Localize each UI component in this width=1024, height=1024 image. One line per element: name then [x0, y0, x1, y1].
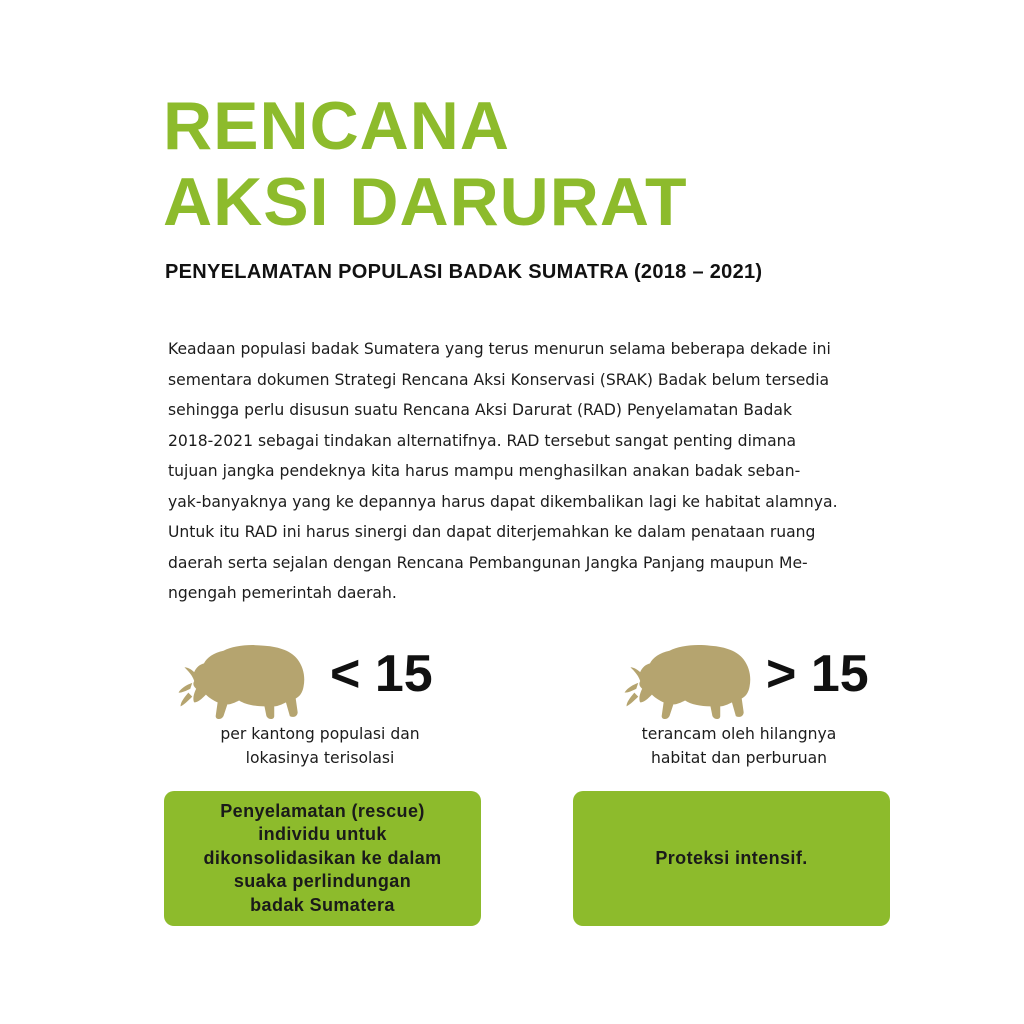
action-line: Penyelamatan (rescue) [220, 800, 425, 821]
paragraph-line: 2018-2021 sebagai tindakan alternatifnya. RAD tersebut sangat penting dimana [168, 431, 797, 450]
stat-value: < 15 [330, 645, 433, 703]
action-line: individu untuk [258, 824, 387, 845]
action-line: badak Sumatera [250, 894, 395, 915]
paragraph-line: yak-banyaknya yang ke depannya harus dapat dikembalikan lagi ke habitat alamnya. [168, 492, 838, 511]
action-line: dikonsolidasikan ke dalam [203, 847, 442, 868]
title-line-2: AKSI DARURAT [163, 164, 688, 240]
action-line: suaka perlindungan [233, 871, 412, 892]
stat-description-line: lokasinya terisolasi [245, 749, 395, 767]
stat-description-line: per kantong populasi dan [220, 725, 420, 743]
rhino-icon [174, 638, 312, 720]
paragraph-line: Untuk itu RAD ini harus sinergi dan dapat diterjemahkan ke dalam penataan ruang [168, 523, 816, 541]
action-line: Proteksi intensif. [655, 847, 808, 868]
stat-description [580, 722, 898, 770]
paragraph-line: tujuan jangka pendeknya kita harus mampu menghasilkan anakan badak seban- [168, 462, 801, 480]
stat-description-line: habitat dan perburuan [650, 749, 828, 767]
action-box-protection [573, 791, 890, 926]
title-line-1: RENCANA [163, 88, 510, 164]
paragraph-line: sementara dokumen Strategi Rencana Aksi Konservasi (SRAK) Badak belum tersedia [168, 370, 830, 389]
page-title [163, 88, 688, 240]
rhino-icon [620, 638, 758, 720]
action-text [203, 800, 441, 918]
action-text [655, 847, 807, 871]
paragraph-line: Keadaan populasi badak Sumatera yang terus menurun selama beberapa dekade ini [168, 340, 831, 358]
action-box-rescue [164, 791, 481, 926]
stat-value: > 15 [766, 645, 869, 703]
paragraph-line: sehingga perlu disusun suatu Rencana Aksi Darurat (RAD) Penyelamatan Badak [168, 401, 792, 419]
stat-description [160, 722, 480, 770]
paragraph-line: daerah serta sejalan dengan Rencana Pembangunan Jangka Panjang maupun Me- [168, 553, 808, 572]
intro-paragraph [168, 334, 868, 609]
page-subtitle: PENYELAMATAN POPULASI BADAK SUMATRA (2018 – 2021) [165, 261, 763, 283]
stat-description-line: terancam oleh hilangnya [641, 725, 837, 743]
paragraph-line: ngengah pemerintah daerah. [168, 584, 397, 602]
